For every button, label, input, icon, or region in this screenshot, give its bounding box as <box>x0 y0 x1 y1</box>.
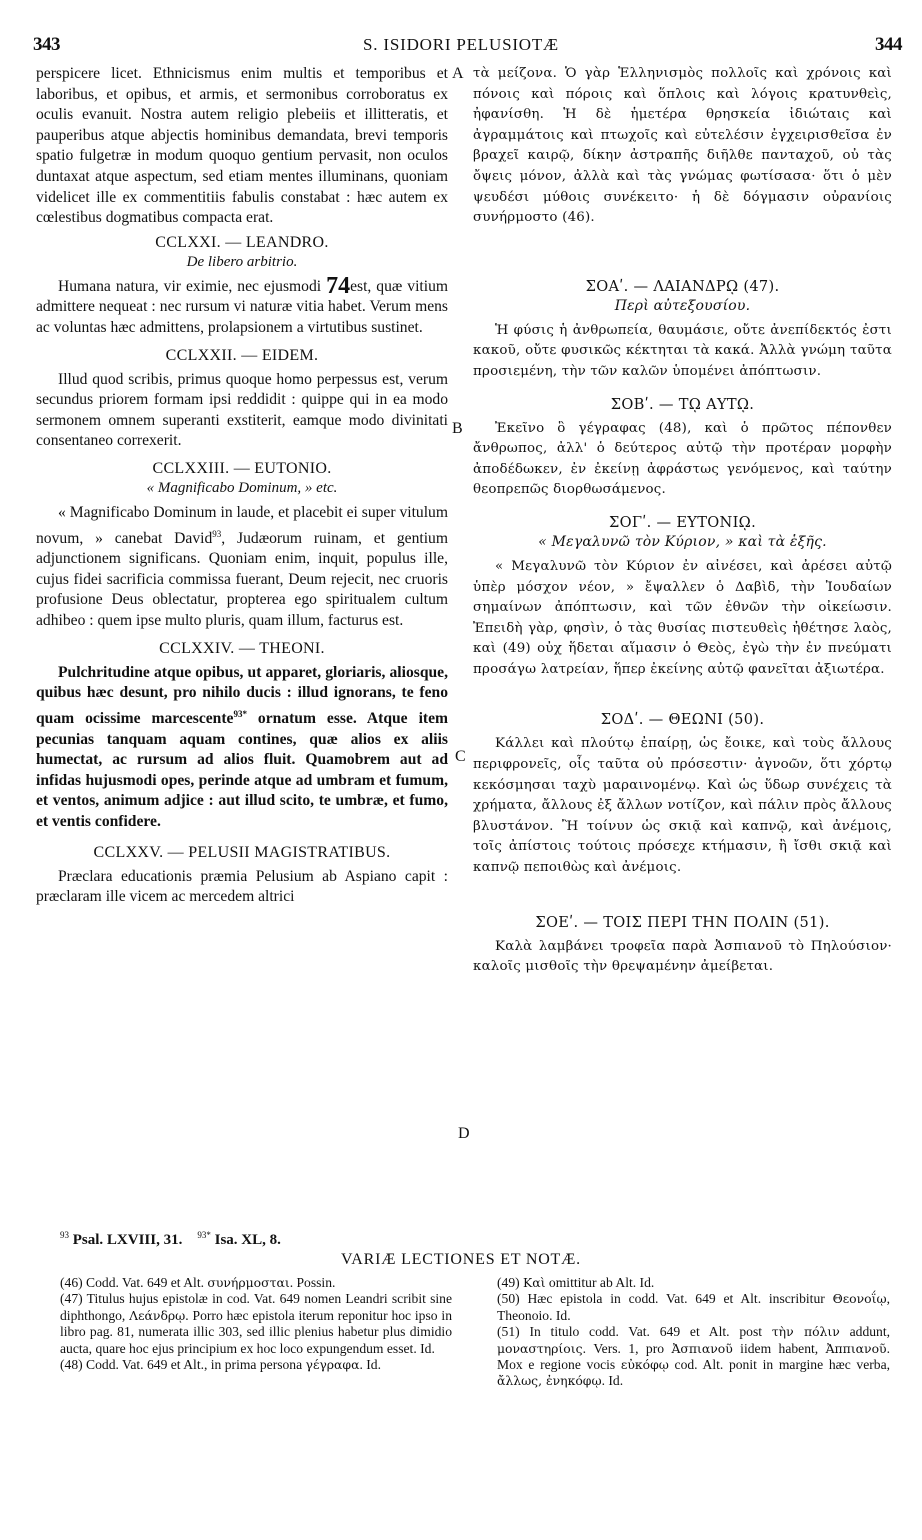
note-46 <box>60 1275 452 1291</box>
note-51 <box>497 1324 890 1390</box>
greek-heading-273: ΣΟΓʹ. — ΕΥΤΟΝΙῼ. <box>608 513 757 531</box>
notes-right-column <box>497 1275 890 1390</box>
note-47-greek: Λεάνδρῳ <box>129 1307 186 1323</box>
latin-paragraph-continued: perspicere licet. Ethnicismus enim multis et temporibus et laboribus, et opibus, et armis, et sermonibus corroboratus ex oculis evanuit. Nostra autem religio plebeiis et illitteratis, et pauperibus atque abjectis hominibus demandata, brevi temporis spatio fulgetræ in modum quoquo gentium pervasit, non oculos duntaxat atque aspectum, sed etiam mentes illuminans, quoniam videlicet ille ex commentitiis fabulis constabat : hæc autem ex cœlestibus dogmatibus compacta erat. <box>36 65 448 227</box>
latin-heading-274: CCLXXIV. — THEONI. <box>159 639 325 657</box>
note-46-text-a: (46) Codd. Vat. 649 et Alt. <box>60 1275 208 1290</box>
footnote-number-93: 93 <box>60 1230 69 1240</box>
note-48-text-a: (48) Codd. Vat. 649 et Alt., in prima persona <box>60 1357 306 1373</box>
note-51-text-e: . Mox e regione vocis <box>497 1340 890 1373</box>
latin-heading-272: CCLXXII. — EIDEM. <box>165 346 319 364</box>
note-51-text-h: . Id. <box>601 1373 624 1389</box>
note-51-text-b: addunt, <box>839 1324 891 1340</box>
column-number: 74 <box>326 272 351 299</box>
greek-subtitle-273: « Μεγαλυνῶ τὸν Κύριον, » καὶ τὰ ἑξῆς. <box>538 533 827 550</box>
latin-text-273a: « Magnificabo Dominum in laude, et placebit ei super vitulum novum, » canebat David <box>36 503 448 547</box>
page-number-left: 343 <box>33 34 60 55</box>
note-51-greek-1: τὴν πόλιν <box>771 1324 840 1340</box>
note-51-text-c: . Vers. 1, pro <box>582 1340 672 1356</box>
note-51-greek-4: Ἀππιανοῦ <box>825 1340 887 1356</box>
note-46-text-b: . Possin. <box>289 1275 336 1290</box>
margin-marker-b: B <box>452 420 463 437</box>
latin-text-273b: , Judæorum ruinam, et gentium adjunctionem significans. Quoniam enim, inquit, populus ille, cujus fidei sacrificia commissa fuerant, Deum rejecit, nec cruoris profusione Deus oblectatur, propterea ego spiritualem cultum adhibeo : quem ipse multo pluris, quam illum, facturus est. <box>36 529 448 630</box>
greek-column <box>473 64 892 978</box>
latin-letter-272: Illud quod scribis, primus quoque homo perpessus est, verum secundus priorem formam ipsi reddidit : quippe qui in ea modo sermonem omnem superanti exstiterit, eamque modo divinitati consentaneo correxerit. <box>36 370 448 450</box>
latin-letter-274 <box>36 663 448 833</box>
note-48-text-b: . Id. <box>359 1357 382 1373</box>
note-50-text-b: , Theonoio. Id. <box>497 1291 890 1323</box>
note-49 <box>497 1275 890 1291</box>
greek-paragraph-continued: τὰ μείζονα. Ὁ γὰρ Ἑλληνισμὸς πολλοῖς καὶ χρόνοις καὶ πόνοις καὶ πόροις καὶ ὅπλοις καὶ λόγοις κρατυνθεὶς, ἠφανίσθη. Ἡ δὲ ἡμετέρα θρησκεία ἰδιώταις καὶ ἀγραμμάτοις καὶ πτωχοῖς καὶ εὐτελέσιν ἐγχειρισθεῖσα ἐν βραχεῖ καιρῷ, δίκην ἀστραπῆς διῆλθε πανταχοῦ, οὐ τὰς ὄψεις μόνον, ἀλλὰ καὶ τὰς γνώμας φωτίσασα· ὅτι ὁ μὲν ψευδέσι μύθοις συνέκειτο· ἡ δὲ δόγμασιν οὐρανίοις συνήρμοστο (46). <box>473 66 892 226</box>
note-49-text-b: omittitur ab Alt. Id. <box>545 1275 655 1290</box>
greek-subtitle-271: Περὶ αὐτεξουσίου. <box>614 297 751 314</box>
running-title: S. ISIDORI PELUSIOTÆ <box>363 35 559 54</box>
latin-letter-273 <box>36 503 448 632</box>
scripture-footnotes <box>60 1230 281 1249</box>
note-50-text-a: (50) Hæc epistola in codd. Vat. 649 et Alt. inscribitur <box>497 1291 833 1307</box>
greek-letter-275: Καλὰ λαμβάνει τροφεῖα παρὰ Ἀσπιανοῦ τὸ Πηλούσιον· καλοῖς μισθοῖς τὴν θρεψαμένην ἀμείβεται. <box>473 938 892 975</box>
greek-heading-271: ΣΟΑʹ. — ΛΑΙΑΝΔΡῼ (47). <box>585 277 780 295</box>
latin-letter-275: Præclara educationis præmia Pelusium ab Aspiano capit : præclaram ille vicem ac mercedem altrici <box>36 867 448 906</box>
note-47-text-a: (47) Titulus hujus epistolæ in cod. Vat. 649 nomen Leandri scribit sine diphthongo, <box>60 1291 452 1323</box>
greek-letter-272: Ἐκεῖνο ὃ γέγραφας (48), καὶ ὁ πρῶτος πέπονθεν ἄνθρωπος, ἀλλ' ὁ δεύτερος αὐτῷ τὴν προτέραν μορφὴν ἀποδέδωκεν, ἐν ἐκείνῃ ἀφράστως γενόμενος, καὶ ταύτην θεοπρεπῶς διορθωσάμενος. <box>473 420 892 498</box>
note-51-greek-2: μοναστηρίοις <box>497 1340 583 1356</box>
note-47 <box>60 1291 452 1357</box>
footnote-ref-93s: 93* <box>233 708 247 719</box>
latin-subtitle-271: De libero arbitrio. <box>186 253 298 270</box>
note-48 <box>60 1357 452 1373</box>
note-50 <box>497 1291 890 1324</box>
margin-marker-c: C <box>455 748 466 765</box>
footnote-number-93s: 93* <box>197 1230 211 1240</box>
note-51-text-a: (51) In titulo codd. Vat. 649 et Alt. post <box>497 1324 772 1340</box>
note-48-greek: γέγραφα <box>305 1357 360 1373</box>
latin-heading-273: CCLXXIII. — EUTONIO. <box>152 459 332 477</box>
running-header <box>0 34 922 60</box>
margin-marker-a: A <box>452 65 464 82</box>
note-46-greek: συνήρμοσται <box>207 1275 290 1290</box>
footnote-text-93: Psal. LXVIII, 31. <box>72 1232 183 1248</box>
latin-heading-275: CCLXXV. — PELUSII MAGISTRATIBUS. <box>93 843 391 861</box>
greek-heading-275: ΣΟΕʹ. — ΤΟΙΣ ΠΕΡΙ ΤΗΝ ΠΟΛΙΝ (51). <box>535 913 830 931</box>
note-51-greek-3: Ἀσπιανοῦ <box>671 1340 733 1356</box>
note-51-text-d: iidem habent, <box>732 1340 826 1356</box>
latin-text-274b: ornatum esse. Atque item pecunias tanquam aquam contines, quæ alios ex aliis humectat, ac rursum ad alios fluit. Quamobrem aut ad infidas hujusmodi opes, perinde atque ad umbram et fumum, et ventos, animum adjice : aut illud scito, te umbræ, et fumo, et ventis confidere. <box>36 710 449 830</box>
latin-text-271a: Humana natura, vir eximie, nec ejusmodi <box>58 277 322 295</box>
notes-left-column <box>60 1275 452 1373</box>
greek-heading-274: ΣΟΔʹ. — ΘΕΩΝΙ (50). <box>600 711 765 729</box>
note-51-text-f: cod. Alt. ponit in margine hæc verba, <box>668 1357 890 1373</box>
notes-title: VARIÆ LECTIONES ET NOTÆ. <box>341 1251 581 1268</box>
note-50-greek: Θεονοΐῳ <box>832 1291 887 1307</box>
latin-subtitle-273: « Magnificabo Dominum, » etc. <box>146 479 338 496</box>
note-51-greek-6: ἄλλως, ἐνηκόφῳ <box>497 1373 602 1389</box>
margin-marker-d: D <box>458 1125 470 1142</box>
greek-letter-271: Ἡ φύσις ἡ ἀνθρωπεία, θαυμάσιε, οὔτε ἀνεπίδεκτός ἐστι κακοῦ, οὔτε φυσικῶς κέκτηται τὰ κακά. Ἀλλὰ γνώμη ταῦτα προσιεμένη, τὴν τῶν καλῶν ὑπομένει ἀπόπτωσιν. <box>473 322 892 379</box>
latin-column <box>36 64 448 908</box>
latin-text-271b: est, quæ vitium admittere nequeat : nec rursum vi naturæ vitia habet. Verum mens ac voluntas hæc admittens, prolapsionem a virtutibus sustinet. <box>36 277 449 336</box>
latin-text-274a: Pulchritudine atque opibus, ut apparet, gloriaris, aliosque, quibus hæc desunt, pro nihilo ducis : illud ignorans, te feno quam ocissime marcescente <box>36 663 448 728</box>
note-47-text-b: . Porro hæc epistola iterum reponitur hoc ipso in libro pag. 81, numerata illic 303, sed illic plenius habetur plus dimidio aucta, quare hoc ejus principium ex hoc loco expungendum esset. Id. <box>60 1307 452 1356</box>
page-number-right: 344 <box>875 34 902 55</box>
note-49-greek: Καὶ <box>523 1275 546 1290</box>
latin-heading-271: CCLXXI. — LEANDRO. <box>155 233 329 251</box>
greek-letter-274: Κάλλει καὶ πλούτῳ ἐπαίρῃ, ὡς ἔοικε, καὶ τοὺς ἄλλους περιφρονεῖς, οἷς ταῦτα οὐ πρόσεστιν· ἀγνοῶν, ὅτι χόρτῳ κεκόσμησαι ταχὺ μαραινομένῳ. Καὶ ὡς ὕδωρ συνέχεις τὰ χρήματα, ἄλλους ἐξ ἄλλων νοτίζον, καὶ πάλιν πρὸς ἄλλους βλυστάνον. Ἢ τοίνυν ὡς σκιᾷ καὶ καπνῷ, καὶ ἀνέμοις, τοῖς ἀπίστοις τούτοις πρόσεχε κτήμασιν, ἢ ἴσθι σκιᾷ καὶ καπνῷ πεποιθὼς καὶ ἀνέμοις. <box>473 736 892 876</box>
note-49-text-a: (49) <box>497 1275 524 1290</box>
footnote-text-93s: Isa. XL, 8. <box>214 1232 281 1248</box>
greek-heading-272: ΣΟΒʹ. — Τῼ ΑΥΤῼ. <box>610 395 755 413</box>
footnote-ref-93: 93 <box>212 528 222 539</box>
greek-letter-273: « Μεγαλυνῶ τὸν Κύριον ἐν αἰνέσει, καὶ ἀρέσει αὐτῷ ὑπὲρ μόσχον νέον, » ἔψαλλεν ὁ Δαβὶδ, τὴν Ἰουδαίων σημαίνων ἀπόπτωσιν, καὶ τῶν ἐθνῶν τὴν οἰκείωσιν. Ἐπειδὴ γὰρ, φησὶν, ὁ τὰς θυσίας πιστευθεὶς ἠθέτησε λαὸς, καὶ (49) οὐχ ἥδεται αἵμασιν ὁ Θεὸς, ἐγὼ τὴν ἐν πνεύματι προσάγω λατρείαν, ἥπερ ἐκείνης αὐτῷ φανεῖται ἀξιωτέρα. <box>473 558 892 677</box>
latin-letter-271 <box>36 272 449 339</box>
note-51-greek-5: εὐκόφῳ <box>620 1357 669 1373</box>
